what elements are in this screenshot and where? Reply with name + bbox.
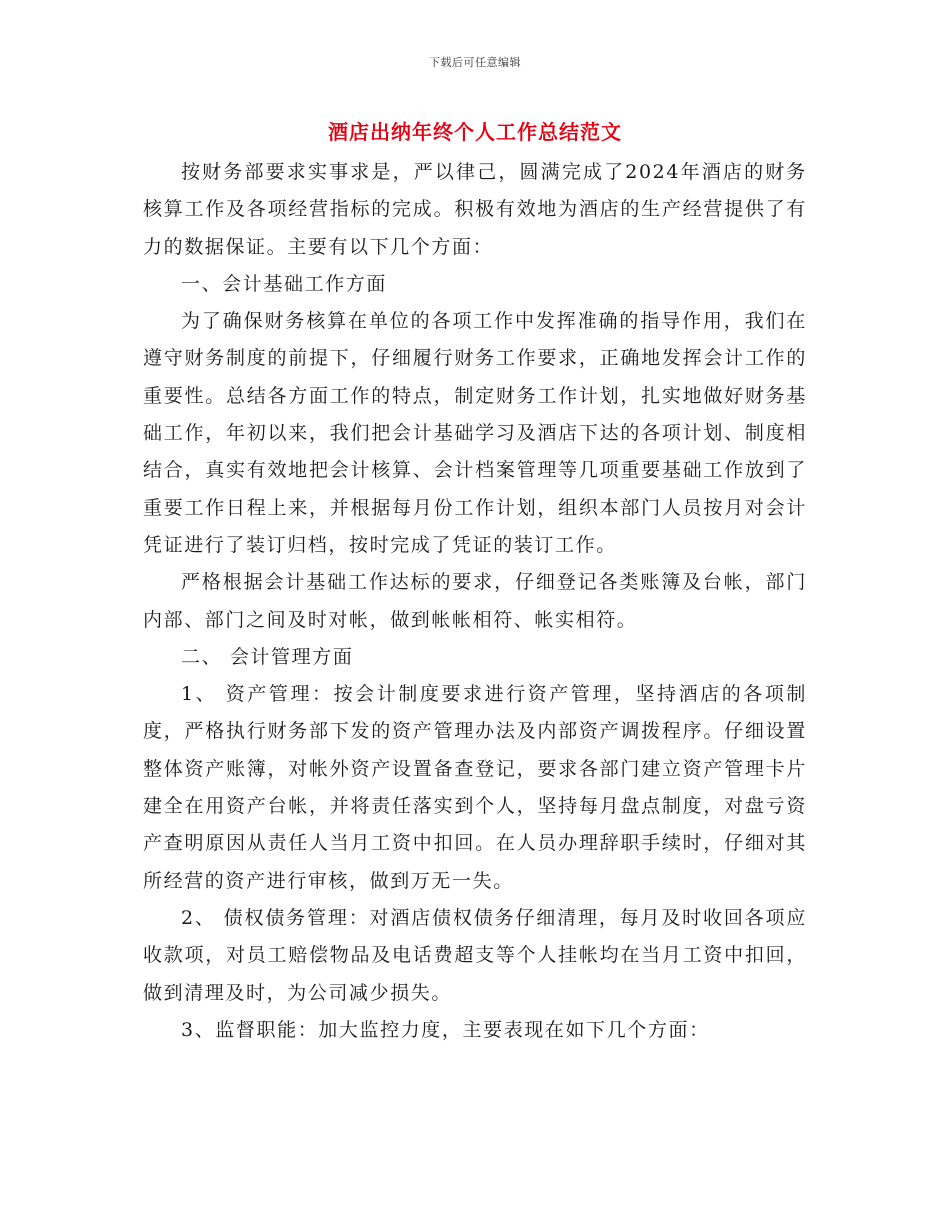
paragraph-supervision: 3、监督职能：加大监控力度，主要表现在如下几个方面： <box>181 1018 710 1041</box>
document-body <box>143 154 807 1049</box>
section-heading-accounting-basics: 一、会计基础工作方面 <box>181 272 388 295</box>
paragraph-accounting-basics: 为了确保财务核算在单位的各项工作中发挥准确的指导作用，我们在遵守财务制度的前提下，仔细履行财务工作要求，正确地发挥会计工作的重要性。总结各方面工作的特点，制定财务工作计划，扎实地做好财务基础工作，年初以来，我们把会计基础学习及酒店下达的各项计划、制度相结合，真实有效地把会计核算、会计档案管理等几项重要基础工作放到了重要工作日程上来，并根据每月份工作计划，组织本部门人员按月对会计凭证进行了装订归档，按时完成了凭证的装订工作。 <box>143 310 807 556</box>
paragraph-ledger-reconciliation: 严格根据会计基础工作达标的要求，仔细登记各类账簿及台帐，部门内部、部门之间及时对帐，做到帐帐相符、帐实相符。 <box>143 571 807 631</box>
paragraph-intro: 按财务部要求实事求是，严以律己，圆满完成了2024年酒店的财务核算工作及各项经营指标的完成。积极有效地为酒店的生产经营提供了有力的数据保证。主要有以下几个方面： <box>143 161 807 258</box>
document-title: 酒店出纳年终个人工作总结范文 <box>328 120 622 144</box>
paragraph-asset-management: 1、 资产管理：按会计制度要求进行资产管理，坚持酒店的各项制度，严格执行财务部下发的资产管理办法及内部资产调拨程序。仔细设置整体资产账簿，对帐外资产设置备查登记，要求各部门建立资产管理卡片建全在用资产台帐，并将责任落实到个人，坚持每月盘点制度，对盘亏资产查明原因从责任人当月工资中扣回。在人员办理辞职手续时，仔细对其所经营的资产进行审核，做到万无一失。 <box>143 683 807 892</box>
section-heading-accounting-management: 二、 会计管理方面 <box>181 645 354 668</box>
paragraph-debt-management: 2、 债权债务管理：对酒店债权债务仔细清理，每月及时收回各项应收款项，对员工赔偿物品及电话费超支等个人挂帐均在当月工资中扣回，做到清理及时，为公司减少损失。 <box>143 906 807 1004</box>
header-note: 下载后可任意编辑 <box>429 56 521 69</box>
